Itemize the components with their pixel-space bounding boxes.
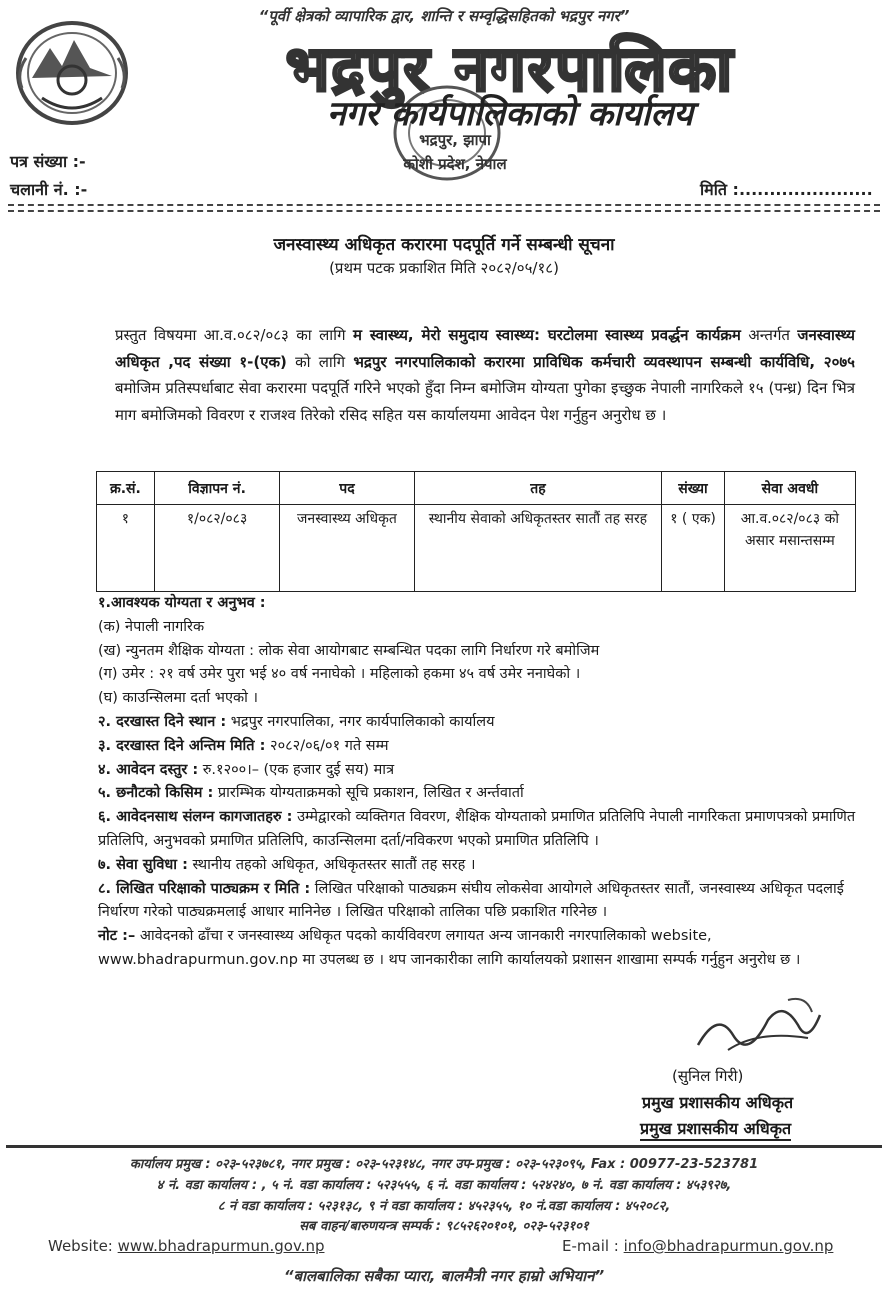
item-7-text: स्थानीय तहको अधिकृत, अधिकृतस्तर सातौं तह सरह । <box>192 856 476 873</box>
intro-text-2: अन्तर्गत <box>748 326 790 344</box>
item-6-text: उम्मेद्वारको व्यक्तिगत विवरण, शैक्षिक योग्यताको प्रमाणित प्रतिलिपि नेपाली नागरिकता प्रमाणपत्रको प्रमाणित प्रतिलिपि, अनुभवको प्रमाणित प्रतिलिपि, काउन्सिलमा दर्ता/नविकरण भएको प्रमाणित प्रतिलिपि । <box>98 809 856 849</box>
item-5-text: प्रारम्भिक योग्यताक्रमको सूचि प्रकाशन, लिखित र अर्न्तवार्ता <box>217 785 524 802</box>
footer-line-2: ४ नं. वडा कार्यालय : , ५ नं. वडा कार्यालय : ५२३५५५, ६ नं. वडा कार्यालय : ५२४२४०, ७ नं. वडा कार्यालय : ४५३९२७, <box>156 1178 732 1193</box>
cell-level: स्थानीय सेवाको अधिकृतस्तर सातौं तह सरह <box>414 505 662 592</box>
signature-mark <box>688 990 828 1070</box>
intro-text-1: प्रस्तुत विषयमा आ.व.०८२/०८३ का लागि <box>115 326 346 344</box>
item-3-label: ३. दरखास्त दिने अन्तिम मिति : <box>98 737 266 754</box>
item-4-text: रु.१२००।– (एक हजार दुई सय) मात्र <box>202 761 395 778</box>
header-motto: “पूर्वी क्षेत्रको व्यापारिक द्वार, शान्ति र सम्वृद्धिसहितको भद्रपुर नगर” <box>258 7 630 25</box>
table-header-row <box>97 472 856 505</box>
col-count: संख्या <box>662 472 724 505</box>
footer-motto: “बालबालिका सबैका प्यारा, बालमैत्री नगर हाम्रो अभियान” <box>283 1267 605 1285</box>
req-ka: (क) नेपाली नागरिक <box>98 618 205 635</box>
website-link[interactable]: www.bhadrapurmun.gov.np <box>117 1237 325 1255</box>
intro-text-4: बमोजिम प्रतिस्पर्धाबाट सेवा करारमा पदपूर्ति गरिने भएको हुँदा निम्न बमोजिम योग्यता पुगेका इच्छुक नेपाली नागरिकले १५ (पन्ध्र) दिन भित्र माग बमोजिमको विवरण र राजश्व तिरेको रसिद सहित यस कार्यालयमा आवेदन पेश गर्नुहुन अनुरोध छ । <box>115 379 855 424</box>
note-label: नोट :– <box>98 928 136 945</box>
col-ad-no: विज्ञापन नं. <box>154 472 279 505</box>
signatory-title: प्रमुख प्रशासकीय अधिकृत <box>642 1093 794 1112</box>
header-divider-2 <box>8 210 880 212</box>
cell-sn: १ <box>97 505 155 592</box>
signatory-name: (सुनिल गिरी) <box>672 1067 744 1085</box>
item-7-label: ७. सेवा सुविधा : <box>98 856 188 873</box>
col-post: पद <box>280 472 414 505</box>
cell-ad-no: १/०८२/०८३ <box>154 505 279 592</box>
col-level: तह <box>414 472 662 505</box>
intro-program: म स्वास्थ्य, मेरो समुदाय स्वास्थ्य: घरटोलमा स्वास्थ्य प्रवर्द्धन कार्यक्रम <box>352 326 741 344</box>
signatory-title-stamp: प्रमुख प्रशासकीय अधिकृत <box>640 1117 791 1141</box>
col-service-period: सेवा अवधी <box>724 472 855 505</box>
patra-sankhya: पत्र संख्या :- <box>10 152 86 171</box>
item-4-label: ४. आवेदन दस्तुर : <box>98 761 199 778</box>
req-heading: १.आवश्यक योग्यता र अनुभव : <box>98 595 266 611</box>
stamp-line-1: भद्रपुर, झापा <box>419 131 491 149</box>
chalani-no: चलानी नं. :- <box>10 180 88 199</box>
item-6-label: ६. आवेदनसाथ संलग्न कागजातहरु : <box>98 809 293 826</box>
requirements-section <box>98 592 868 973</box>
website-label: Website: <box>48 1237 113 1255</box>
footer-email <box>562 1237 833 1255</box>
date-field: मिति :...................... <box>700 180 873 199</box>
intro-procedure: भद्रपुर नगरपालिकाको करारमा प्राविधिक कर्मचारी व्यवस्थापन सम्बन्धी कार्यविधि, २०७५ <box>353 352 855 371</box>
email-label: E-mail : <box>562 1237 619 1255</box>
nepal-emblem-icon <box>12 18 132 128</box>
item-3-text: २०८२/०६/०१ गते सम्म <box>270 737 389 754</box>
stamp-line-2: कोशी प्रदेश, नेपाल <box>403 155 507 173</box>
req-kha: (ख) न्युनतम शैक्षिक योग्यता : लोक सेवा आयोगबाट सम्बन्धित पदका लागि निर्धारण गरे बमोजिम <box>98 642 600 659</box>
footer-line-3: ८ नं वडा कार्यालय : ५२३१३८, ९ नं वडा कार्यालय : ४५२३५५, १० नं.वडा कार्यालय : ४५२०८२, <box>217 1199 671 1214</box>
req-gha: (घ) काउन्सिलमा दर्ता भएको । <box>98 690 258 707</box>
item-8-text: लिखित परिक्षाको पाठ्यक्रम संघीय लोकसेवा आयोगले अधिकृतस्तर सातौं, जनस्वास्थ्य अधिकृत पदलाई निर्धारण गरेको पाठ्यक्रमलाई आधार मानिनेछ । लिखित परिक्षाको तालिका पछि प्रकाशित गरिनेछ । <box>98 880 844 921</box>
footer-line-4: सब वाहन/बारुणयन्त्र सम्पर्क : ९८५२६२०१०१, ०२३-५२३१०१ <box>299 1219 589 1234</box>
notice-subtitle: (प्रथम पटक प्रकाशित मिति २०८२/०५/१८) <box>329 259 559 277</box>
note-text: आवेदनको ढाँचा र जनस्वास्थ्य अधिकृत पदको कार्यविवरण लगायत अन्य जानकारी नगरपालिकाको website, www.bhadrapurmun.gov.np मा उपलब्ध छ । थप जानकारीका लागि कार्यालयको प्रशासन शाखामा सम्पर्क गर्नुहुन अनुरोध छ । <box>98 928 801 968</box>
item-5-label: ५. छनौटको किसिम : <box>98 785 214 802</box>
stamp-text <box>380 128 530 176</box>
footer-line-1: कार्यालय प्रमुख : ०२३-५२३७८१, नगर प्रमुख : ०२३-५२३१४८, नगर उप-प्रमुख : ०२३-५२३०९५, Fax : 00977-23-523781 <box>129 1157 759 1172</box>
table-row <box>97 505 856 592</box>
item-8-label: ८. लिखित परिक्षाको पाठ्यक्रम र मिति : <box>98 880 311 897</box>
col-sn: क्र.सं. <box>97 472 155 505</box>
municipality-title: भद्रपुर नगरपालिका <box>285 32 735 105</box>
footer-divider <box>6 1145 882 1148</box>
intro-text-3: को लागि <box>295 352 346 371</box>
notice-title: जनस्वास्थ्य अधिकृत करारमा पदपूर्ति गर्ने सम्बन्धी सूचना <box>273 235 615 255</box>
vacancy-table <box>96 471 856 592</box>
header-divider-1 <box>8 204 880 206</box>
footer-website <box>48 1237 324 1255</box>
cell-count: १ ( एक) <box>662 505 724 592</box>
item-2-label: २. दरखास्त दिने स्थान : <box>98 713 227 730</box>
item-2-text: भद्रपुर नगरपालिका, नगर कार्यपालिकाको कार्यालय <box>230 713 495 730</box>
email-link[interactable]: info@bhadrapurmun.gov.np <box>623 1237 834 1255</box>
cell-post: जनस्वास्थ्य अधिकृत <box>280 505 414 592</box>
cell-service-period: आ.व.०८२/०८३ को असार मसान्तसम्म <box>724 505 855 592</box>
intro-paragraph <box>115 322 855 428</box>
intro-post: जनस्वास्थ्य अधिकृत ,पद संख्या १-(एक) <box>115 326 855 371</box>
req-ga: (ग) उमेर : २१ वर्ष उमेर पुरा भई ४० वर्ष ननाघेको । महिलाको हकमा ४५ वर्ष उमेर ननाघेको । <box>98 666 581 683</box>
office-subtitle: नगर कार्यपालिकाको कार्यालय <box>326 94 694 134</box>
